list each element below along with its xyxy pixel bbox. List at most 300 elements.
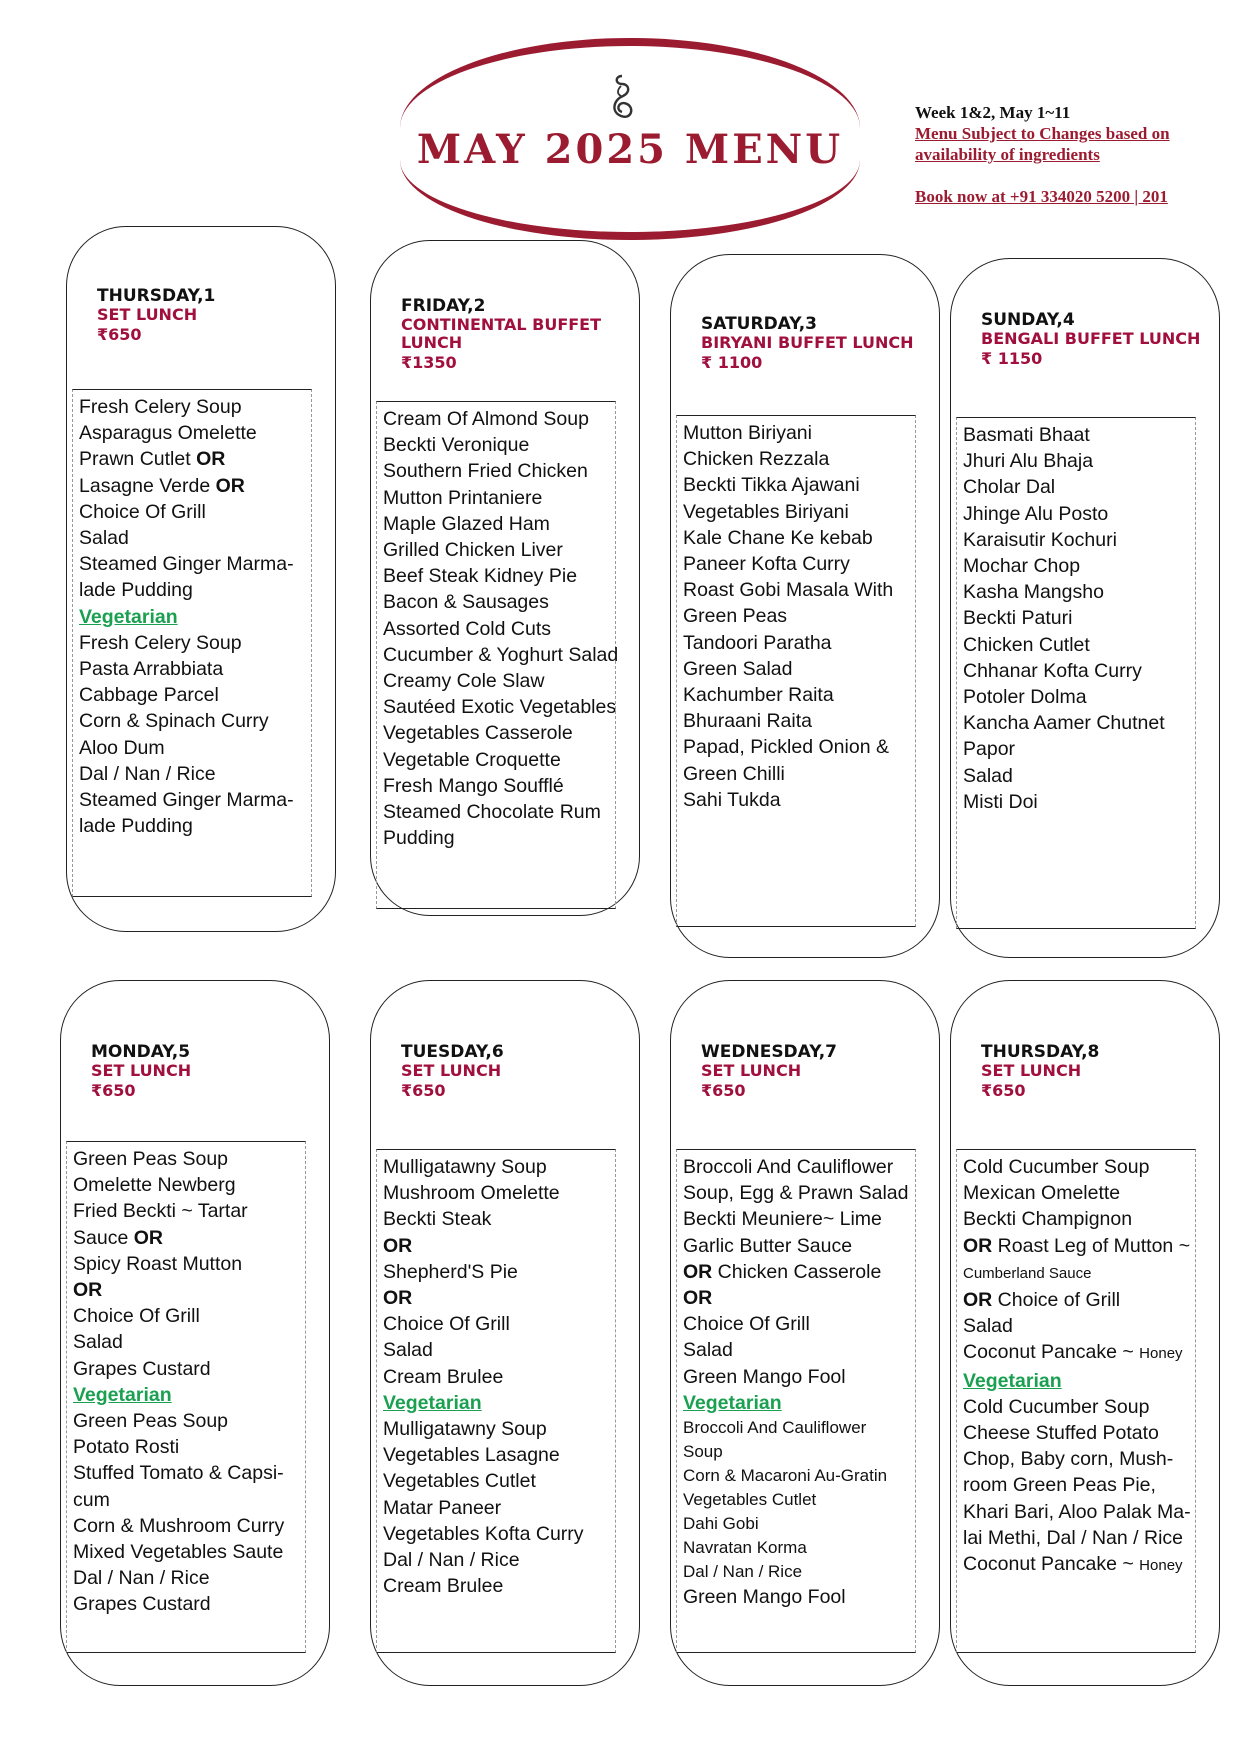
menu-item [963, 1313, 1195, 1339]
menu-item-text: Cumberland Sauce [963, 1264, 1092, 1282]
menu-item [79, 420, 311, 446]
menu-item-text: Chicken Cutlet [963, 633, 1090, 656]
menu-item [963, 422, 1195, 448]
menu-item-text: Dal / Nan / Rice [683, 1562, 803, 1582]
menu-item-text: Dahi Gobi [683, 1514, 759, 1534]
menu-item [963, 474, 1195, 500]
menu-item-text: Corn & Spinach Curry [79, 710, 269, 733]
menu-item-text: Green Peas Soup [73, 1410, 229, 1433]
menu-header [0, 0, 1240, 230]
menu-item-text: Fresh Mango Soufflé [383, 774, 564, 797]
menu-item-text: Choice Of Grill [683, 1313, 810, 1336]
menu-item-text: Dal / Nan / Rice [73, 1567, 210, 1590]
menu-item [963, 501, 1195, 527]
week-label: Week 1&2, May 1~11 [915, 103, 1071, 122]
menu-item-text: Beckti Veronique [383, 434, 530, 457]
day-price: ₹ 1100 [701, 353, 763, 372]
menu-item [963, 1154, 1195, 1180]
menu-item [79, 656, 311, 682]
day-day: FRIDAY,2 [401, 296, 486, 316]
menu-item-text: Chicken Casserole [712, 1260, 882, 1283]
day-price: ₹650 [97, 325, 142, 344]
menu-item [683, 1560, 915, 1584]
day-card-header [981, 1043, 1211, 1101]
day-price: ₹650 [981, 1081, 1026, 1100]
menu-item [683, 577, 915, 603]
menu-item-text: Cabbage Parcel [79, 684, 219, 707]
menu-item-text: Stuffed Tomato & Capsi- [73, 1462, 284, 1485]
menu-item-text: Grapes Custard [73, 1593, 211, 1616]
menu-item [383, 1364, 615, 1390]
menu-item [73, 1225, 305, 1251]
menu-item [683, 656, 915, 682]
menu-item-text: Grilled Chicken Liver [383, 539, 563, 562]
menu-item [683, 603, 915, 629]
menu-item-list [956, 417, 1196, 929]
menu-item-text: Kale Chane Ke kebab [683, 526, 873, 549]
menu-item-text: Roast Leg of Mutton ~ [992, 1234, 1191, 1257]
menu-item [383, 1416, 615, 1442]
menu-item-text: Kasha Mangsho [963, 581, 1104, 604]
menu-item-list [956, 1149, 1196, 1653]
menu-item-text: Paneer Kofta Curry [683, 553, 850, 576]
menu-item [383, 1154, 615, 1180]
menu-item [73, 1251, 305, 1277]
menu-item [683, 420, 915, 446]
menu-item-text: Vegetables Cutlet [383, 1470, 536, 1493]
menu-item-text: Mulligatawny Soup [383, 1418, 547, 1441]
menu-item-text: Green Mango Fool [683, 1365, 846, 1388]
or-separator: OR [683, 1260, 713, 1283]
menu-item [73, 1513, 305, 1539]
menu-item-text: Choice Of Grill [73, 1305, 200, 1328]
menu-item-text: Soup [683, 1442, 723, 1462]
menu-item [683, 1154, 915, 1180]
menu-item-text: lade Pudding [79, 815, 193, 838]
menu-item [683, 1416, 915, 1440]
menu-item [963, 1525, 1195, 1551]
menu-item [963, 1206, 1195, 1232]
day-meal: BIRYANI BUFFET LUNCH [701, 333, 914, 352]
menu-item [73, 1539, 305, 1565]
menu-item-text: Papor [963, 738, 1016, 761]
serpent-logo-icon [607, 72, 637, 128]
menu-item [383, 1311, 615, 1337]
day-meal: SET LUNCH [701, 1061, 802, 1080]
day-meal: CONTINENTAL BUFFET LUNCH [401, 315, 602, 352]
menu-item [79, 761, 311, 787]
menu-item [79, 735, 311, 761]
menu-item [963, 684, 1195, 710]
menu-item [963, 1420, 1195, 1446]
menu-item-text: Vegetables Lasagne [383, 1444, 560, 1467]
menu-item [683, 1584, 915, 1610]
menu-item-text: Steamed Ginger Marma- [79, 789, 294, 812]
menu-item-text: Dal / Nan / Rice [79, 762, 216, 785]
day-card [370, 980, 640, 1686]
day-card-header [401, 297, 631, 373]
or-separator: OR [383, 1234, 413, 1257]
menu-item-text: Roast Gobi Masala With [683, 579, 894, 602]
menu-item-text: Vegetable Croquette [383, 748, 561, 771]
menu-item [73, 1198, 305, 1224]
day-card-header [91, 1043, 321, 1101]
day-card-header [981, 311, 1211, 369]
menu-item-text: Vegetarian [383, 1391, 482, 1414]
menu-item-text: Chhanar Kofta Curry [963, 659, 1142, 682]
menu-item-text: Assorted Cold Cuts [383, 617, 551, 640]
menu-item-text: Maple Glazed Ham [383, 512, 550, 535]
menu-item-text: Vegetarian [683, 1391, 782, 1414]
menu-item [383, 642, 619, 668]
day-price: ₹650 [91, 1081, 136, 1100]
menu-item [683, 1311, 915, 1337]
menu-item-text: Mexican Omelette [963, 1182, 1121, 1205]
menu-item [963, 658, 1195, 684]
menu-item-text: Broccoli And Cauliflower [683, 1156, 894, 1178]
menu-item-text: Green Peas Soup [73, 1148, 229, 1170]
menu-item-list [66, 1141, 306, 1653]
menu-item [683, 630, 915, 656]
vegetarian-heading [79, 604, 311, 630]
menu-item-text: Matar Paneer [383, 1496, 502, 1519]
day-card [950, 258, 1220, 958]
menu-item-note: Honey [1139, 1557, 1183, 1575]
menu-item [383, 1547, 615, 1573]
day-day: TUESDAY,6 [401, 1042, 504, 1062]
menu-item-text: Steamed Chocolate Rum [383, 801, 601, 824]
side-info [915, 102, 1240, 207]
menu-item [383, 1206, 615, 1232]
day-day: THURSDAY,1 [97, 286, 216, 306]
day-day: MONDAY,5 [91, 1042, 191, 1062]
menu-item [79, 630, 311, 656]
vegetarian-heading [383, 1390, 615, 1416]
menu-item [383, 1442, 615, 1468]
menu-item-text: Chop, Baby corn, Mush- [963, 1448, 1174, 1471]
menu-item-text: Karaisutir Kochuri [963, 528, 1117, 551]
day-card-header [97, 287, 327, 345]
menu-item [683, 761, 915, 787]
menu-item [73, 1172, 305, 1198]
menu-item-text: Salad [79, 527, 129, 550]
menu-item [683, 1488, 915, 1512]
menu-item-text: Choice Of Grill [383, 1313, 510, 1336]
menu-item [683, 708, 915, 734]
menu-item-text: Bacon & Sausages [383, 591, 549, 614]
day-price: ₹ 1150 [981, 349, 1043, 368]
menu-item [383, 511, 615, 537]
menu-item-text: Jhuri Alu Bhaja [963, 450, 1094, 473]
menu-item-text: Sahi Tukda [683, 788, 781, 811]
menu-item-list [676, 415, 916, 927]
menu-item [383, 563, 615, 589]
menu-item-text: Spicy Roast Mutton [73, 1252, 243, 1275]
menu-item-text: Green Peas [683, 605, 788, 628]
menu-item [79, 787, 311, 813]
menu-item [383, 773, 615, 799]
menu-item [963, 579, 1195, 605]
notice-line-2[interactable]: availability of ingredients [915, 145, 1100, 164]
menu-item-text: Pasta Arrabbiata [79, 658, 224, 681]
menu-item [79, 551, 311, 577]
menu-item [383, 406, 615, 432]
menu-item [383, 432, 615, 458]
menu-item-text: Bhuraani Raita [683, 710, 812, 733]
menu-item-text: Salad [963, 764, 1013, 787]
menu-item-text: Shepherd'S Pie [383, 1260, 518, 1283]
menu-item [963, 1339, 1195, 1367]
menu-item [73, 1591, 305, 1617]
menu-item [73, 1356, 305, 1382]
day-day: WEDNESDAY,7 [701, 1042, 837, 1062]
vegetarian-heading [683, 1390, 915, 1416]
day-price: ₹650 [701, 1081, 746, 1100]
or-separator: OR [215, 474, 245, 497]
menu-item [73, 1277, 305, 1303]
page-title: MAY 2025 MENU [416, 126, 844, 173]
menu-item-text: Corn & Mushroom Curry [73, 1514, 285, 1537]
menu-item [683, 1536, 915, 1560]
day-meal: BENGALI BUFFET LUNCH [981, 329, 1201, 348]
menu-item-text: Vegetables Casserole [383, 722, 573, 745]
menu-item [963, 1259, 1195, 1287]
menu-item-text: Chicken Rezzala [683, 448, 830, 471]
menu-item-text: Coconut Pancake ~ [963, 1341, 1140, 1364]
menu-item [383, 485, 615, 511]
or-separator: OR [963, 1289, 993, 1312]
day-meal: SET LUNCH [97, 305, 198, 324]
menu-item-text: Steamed Ginger Marma- [79, 553, 294, 576]
menu-item-text: Sauce [73, 1226, 134, 1249]
menu-item-text: Vegetables Biriyani [683, 500, 849, 523]
menu-item-text: Beckti Steak [383, 1208, 492, 1231]
menu-item-list [376, 1149, 616, 1653]
day-card [370, 240, 640, 916]
menu-item [963, 448, 1195, 474]
day-card-header [401, 1043, 631, 1101]
day-meal: SET LUNCH [91, 1061, 192, 1080]
day-day: THURSDAY,8 [981, 1042, 1100, 1062]
menu-item-text: Fresh Celery Soup [79, 396, 242, 418]
menu-item [383, 720, 615, 746]
day-price: ₹1350 [401, 353, 457, 372]
menu-item [683, 1206, 915, 1232]
menu-item-text: Southern Fried Chicken [383, 460, 588, 483]
menu-item-list [72, 389, 312, 897]
menu-item-text: Vegetables Cutlet [683, 1490, 817, 1510]
menu-item-text: Sautéed Exotic Vegetables [383, 696, 617, 719]
menu-item-text: Fresh Celery Soup [79, 631, 242, 654]
menu-item-text: Mulligatawny Soup [383, 1156, 547, 1178]
menu-item [683, 734, 915, 760]
menu-item-text: Mutton Biriyani [683, 422, 812, 444]
menu-item-list [376, 401, 619, 909]
menu-item [383, 1285, 615, 1311]
menu-item [73, 1146, 305, 1172]
menu-item [963, 1287, 1195, 1313]
menu-item-text: Kachumber Raita [683, 684, 834, 707]
day-card [670, 254, 940, 958]
menu-item [963, 1551, 1195, 1579]
menu-item-text: Mushroom Omelette [383, 1182, 560, 1205]
menu-item-text: Garlic Butter Sauce [683, 1234, 853, 1257]
menu-item [73, 1329, 305, 1355]
booking-link[interactable]: Book now at +91 334020 5200 | 201 [915, 187, 1168, 206]
day-card [670, 980, 940, 1686]
menu-item [79, 394, 311, 420]
menu-item [383, 799, 615, 825]
menu-item-text: Green Chilli [683, 762, 785, 785]
menu-item-text: Broccoli And Cauliflower [683, 1418, 867, 1438]
menu-item [683, 499, 915, 525]
menu-item [79, 813, 311, 839]
menu-item [79, 708, 311, 734]
menu-item-text: Omelette Newberg [73, 1174, 236, 1197]
menu-item-text: Vegetables Kofta Curry [383, 1522, 584, 1545]
menu-item [383, 537, 615, 563]
menu-item-text: Salad [383, 1339, 433, 1362]
menu-item-text: Green Salad [683, 657, 793, 680]
menu-item-text: room Green Peas Pie, [963, 1474, 1156, 1497]
menu-item [383, 1521, 615, 1547]
menu-item-text: Beckti Champignon [963, 1208, 1133, 1231]
menu-item [79, 446, 311, 472]
menu-item [963, 1472, 1195, 1498]
menu-item [963, 763, 1195, 789]
menu-item [683, 1512, 915, 1536]
menu-item [683, 1259, 915, 1285]
menu-item [683, 525, 915, 551]
menu-item [963, 736, 1195, 762]
menu-item-text: Cold Cucumber Soup [963, 1395, 1150, 1418]
menu-item [683, 551, 915, 577]
menu-item [963, 553, 1195, 579]
menu-item-text: Vegetarian [73, 1383, 172, 1406]
menu-item [683, 1180, 915, 1206]
menu-item-text: Beckti Meuniere~ Lime [683, 1208, 882, 1231]
day-price: ₹650 [401, 1081, 446, 1100]
menu-item [963, 710, 1195, 736]
menu-item [683, 472, 915, 498]
menu-item [963, 1446, 1195, 1472]
menu-item-text: Dal / Nan / Rice [383, 1549, 520, 1572]
menu-item [383, 1573, 615, 1599]
menu-item-text: Pudding [383, 827, 455, 850]
or-separator: OR [383, 1287, 413, 1310]
menu-item-text: Creamy Cole Slaw [383, 670, 545, 693]
menu-item [383, 1259, 615, 1285]
menu-item [383, 1468, 615, 1494]
menu-item [683, 446, 915, 472]
menu-item-text: Jhinge Alu Posto [963, 502, 1109, 525]
menu-item-text: Prawn Cutlet [79, 448, 197, 471]
menu-item-text: Cream Of Almond Soup [383, 408, 589, 430]
menu-item-text: Salad [73, 1331, 123, 1354]
menu-item-text: Potoler Dolma [963, 686, 1087, 709]
menu-item [383, 825, 615, 851]
menu-item-text: Lasagne Verde [79, 474, 216, 497]
menu-item-text: Vegetarian [79, 605, 178, 628]
menu-item [73, 1487, 305, 1513]
day-meal: SET LUNCH [401, 1061, 502, 1080]
menu-item-list [676, 1149, 916, 1653]
day-day: SUNDAY,4 [981, 310, 1075, 330]
menu-item-text: lade Pudding [79, 579, 193, 602]
menu-item-text: Basmati Bhaat [963, 424, 1090, 446]
menu-item-text: Fried Beckti ~ Tartar [73, 1200, 248, 1223]
or-separator: OR [963, 1234, 993, 1257]
menu-item [963, 1233, 1195, 1259]
day-card-header [701, 315, 931, 373]
menu-item [79, 577, 311, 603]
menu-item [683, 1337, 915, 1363]
menu-item-note: Honey [1139, 1345, 1183, 1363]
menu-item [383, 616, 615, 642]
menu-item [79, 473, 311, 499]
menu-item [73, 1303, 305, 1329]
menu-item [683, 682, 915, 708]
menu-item [73, 1434, 305, 1460]
menu-item [73, 1460, 305, 1486]
menu-item-text: Navratan Korma [683, 1538, 807, 1558]
menu-item-text: lai Methi, Dal / Nan / Rice [963, 1526, 1183, 1549]
menu-item-text: Beef Steak Kidney Pie [383, 565, 578, 588]
day-meal: SET LUNCH [981, 1061, 1082, 1080]
menu-item-text: Potato Rosti [73, 1436, 180, 1459]
menu-item-text: Cholar Dal [963, 476, 1056, 499]
vegetarian-heading [963, 1368, 1195, 1394]
menu-item-text: Misti Doi [963, 790, 1038, 813]
menu-item [963, 1499, 1195, 1525]
menu-item [79, 682, 311, 708]
menu-item-text: Cold Cucumber Soup [963, 1156, 1150, 1178]
menu-item [383, 1495, 615, 1521]
menu-item-text: Choice Of Grill [79, 500, 206, 523]
menu-item-text: Beckti Paturi [963, 607, 1073, 630]
day-day: SATURDAY,3 [701, 314, 817, 334]
day-card [60, 980, 330, 1686]
vegetarian-heading [73, 1382, 305, 1408]
menu-item-text: Beckti Tikka Ajawani [683, 474, 860, 497]
menu-item-text: Grapes Custard [73, 1357, 211, 1380]
menu-item [383, 668, 615, 694]
menu-item [963, 1180, 1195, 1206]
menu-item-text: Aloo Dum [79, 736, 165, 759]
menu-item-text: Green Mango Fool [683, 1586, 846, 1609]
or-separator: OR [683, 1287, 713, 1310]
menu-item [383, 747, 615, 773]
menu-item [383, 458, 615, 484]
notice-line-1[interactable]: Menu Subject to Changes based on [915, 124, 1170, 143]
menu-item [683, 1440, 915, 1464]
menu-item [963, 605, 1195, 631]
day-card [66, 226, 336, 932]
menu-item [79, 525, 311, 551]
menu-item [79, 499, 311, 525]
day-card [950, 980, 1220, 1686]
menu-item-text: cum [73, 1488, 110, 1511]
menu-item [383, 1337, 615, 1363]
menu-item-text: Salad [683, 1339, 733, 1362]
menu-item-text: Cheese Stuffed Potato [963, 1422, 1159, 1445]
or-separator: OR [196, 448, 226, 471]
menu-item [73, 1565, 305, 1591]
menu-item-text: Cucumber & Yoghurt Salad [383, 643, 619, 666]
menu-item [73, 1408, 305, 1434]
menu-item-text: Mutton Printaniere [383, 486, 543, 509]
menu-item-text: Asparagus Omelette [79, 422, 257, 445]
